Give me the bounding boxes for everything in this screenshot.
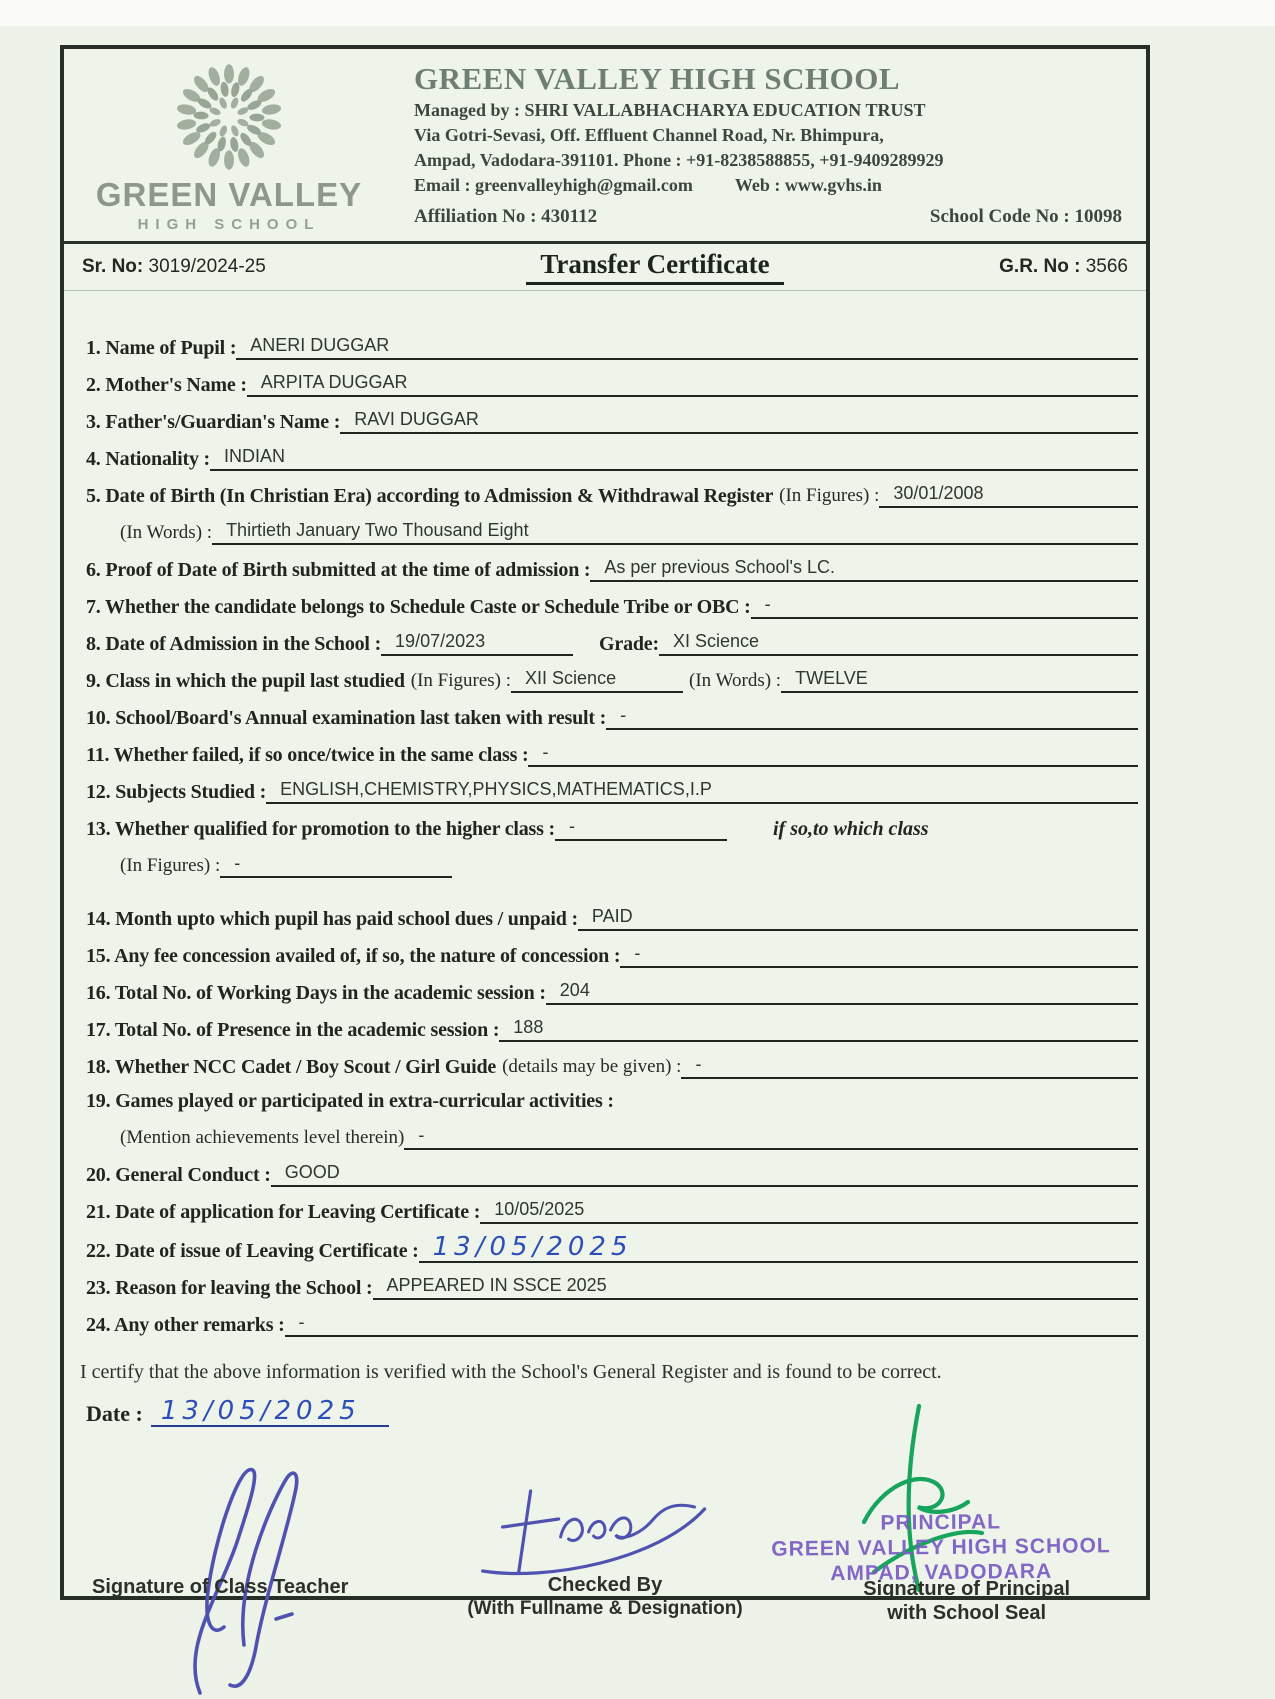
principal-label [863,1577,1070,1625]
certificate-frame [60,45,1150,1624]
class-teacher-label: Signature of Class Teacher [92,1576,349,1598]
field-row-15 [86,941,1138,968]
field-label: 3. Father's/Guardian's Name : [86,411,341,433]
checked-by-text: Checked By [547,1574,663,1596]
field-row-16 [86,978,1138,1005]
gr-no-value: 3566 [1085,256,1128,277]
field-row-18 [86,1052,1138,1079]
logo-wordmark-sub: HIGH SCHOOL [137,216,321,233]
field-label: 6. Proof of Date of Birth submitted at the time of admission : [86,559,591,581]
field-value: XII Science [511,666,683,693]
field-row-13 [86,814,1138,841]
stamp-line: PRINCIPAL [880,1510,1002,1535]
school-logo [70,59,388,235]
grade-label: Grade: [599,633,659,655]
affiliation-row [414,206,1136,228]
field-row-21 [86,1197,1138,1224]
website: Web : www.gvhs.in [734,175,882,195]
field-row-19 [86,1089,1138,1113]
field-row-23 [86,1273,1138,1300]
field-row-10 [86,703,1138,730]
field-label: 21. Date of application for Leaving Certificate : [86,1201,481,1223]
field-value: 204 [546,978,1138,1005]
field-label: 5. Date of Birth (In Christian Era) according to Admission & Withdrawal Register [86,485,774,507]
field-value: 10/05/2025 [480,1197,1138,1224]
field-row-14 [86,904,1138,931]
field-value: - [620,941,1138,968]
signature-section [64,1431,1146,1673]
field-row-1 [86,333,1138,360]
header [64,49,1146,241]
school-code-no: School Code No : 10098 [929,206,1122,227]
school-name: GREEN VALLEY HIGH SCHOOL [414,61,901,96]
field-value: - [404,1123,1138,1150]
document-title: Transfer Certificate [412,249,898,285]
date-label: Date : [86,1401,143,1426]
affiliation-no: Affiliation No : 430112 [414,206,598,227]
field-row-17 [86,1015,1138,1042]
field-value: - [555,814,727,841]
field-value: - [220,851,452,878]
serial-number [82,256,412,278]
field-label: 7. Whether the candidate belongs to Schedule Caste or Schedule Tribe or OBC : [86,596,751,618]
principal-label-line2: with School Seal [887,1602,1047,1624]
principal-label-line1: Signature of Principal [863,1578,1070,1600]
field-value: ARPITA DUGGAR [247,370,1138,397]
field-label: 16. Total No. of Working Days in the academic session : [86,982,546,1004]
stamp-line: AMPAD, VADODARA [830,1559,1053,1586]
field-sublabel: (In Figures) : [120,855,221,876]
school-seal-stamp [766,1508,1117,1587]
field-value: PAID [578,904,1138,931]
field-label: 10. School/Board's Annual examination last taken with result : [86,707,607,729]
field-value-handwritten: 13/05/2025 [419,1234,1138,1263]
field-row-5-words [86,518,1138,545]
scan-margin [0,0,1275,26]
stamp-line: GREEN VALLEY HIGH SCHOOL [771,1534,1111,1561]
field-label: 20. General Conduct : [86,1164,271,1186]
header-info [388,59,1136,235]
field-label: 1. Name of Pupil : [86,337,237,359]
field-label: 24. Any other remarks : [86,1314,285,1336]
field-row-4 [86,444,1138,471]
field-label: 8. Date of Admission in the School : [86,633,382,655]
field-row-12 [86,777,1138,804]
field-value: ENGLISH,CHEMISTRY,PHYSICS,MATHEMATICS,I.P [266,777,1138,804]
field-row-13-figures [86,851,1138,878]
field-sublabel: (In Words) : [120,522,213,543]
field-row-5 [86,481,1138,508]
field-label: 14. Month upto which pupil has paid school dues / unpaid : [86,908,578,930]
sr-no-value: 3019/2024-25 [148,256,266,277]
email: Email : greenvalleyhigh@gmail.com [414,175,693,195]
date-row [86,1398,1146,1427]
logo-wordmark: GREEN VALLEY [95,176,363,213]
field-row-24 [86,1310,1138,1337]
field-value: RAVI DUGGAR [340,407,1138,434]
field-row-20 [86,1160,1138,1187]
field-note: if so,to which class [772,818,929,840]
field-label: 19. Games played or participated in extra-curricular activities : [86,1090,614,1112]
flower-burst-icon [149,61,309,173]
field-label: 4. Nationality : [86,448,211,470]
field-value: TWELVE [781,666,1138,693]
certification-statement: I certify that the above information is verified with the School's General Register and is found to be correct. [80,1361,942,1383]
grade-value: XI Science [659,629,1138,656]
field-label: 17. Total No. of Presence in the academic session : [86,1019,500,1041]
field-label: 18. Whether NCC Cadet / Boy Scout / Girl Guide [86,1056,497,1078]
field-row-2 [86,370,1138,397]
field-value: GOOD [271,1160,1138,1187]
class-teacher-signature [152,1449,352,1699]
field-sublabel: (In Figures) : [779,485,880,506]
field-row-11 [86,740,1138,767]
field-value: - [528,740,1138,767]
managed-by: Managed by : SHRI VALLABHACHARYA EDUCATION TRUST [414,100,926,120]
field-label: 15. Any fee concession availed of, if so, the nature of concession : [86,945,621,967]
field-row-19-achievements [86,1123,1138,1150]
field-value: 188 [499,1015,1138,1042]
field-value: 19/07/2023 [381,629,573,656]
field-row-22 [86,1234,1138,1263]
field-row-7 [86,592,1138,619]
field-sublabel: (Mention achievements level therein) [120,1127,405,1148]
field-label: 9. Class in which the pupil last studied [86,670,405,692]
checked-by-subtext: (With Fullname & Designation) [467,1598,743,1619]
fields-section [64,291,1146,1337]
field-label: 23. Reason for leaving the School : [86,1277,373,1299]
checked-by-signature [465,1475,725,1585]
field-sublabel: (In Figures) : [410,670,512,691]
field-value: ANERI DUGGAR [236,333,1138,360]
field-value: As per previous School's LC. [590,555,1138,582]
field-value: - [681,1052,1138,1079]
field-label: 22. Date of issue of Leaving Certificate : [86,1240,419,1262]
field-row-3 [86,407,1138,434]
field-value: APPEARED IN SSCE 2025 [373,1273,1138,1300]
email-web-line [414,174,1136,197]
field-value: INDIAN [210,444,1138,471]
title-bar [64,244,1146,290]
field-label: 13. Whether qualified for promotion to the higher class : [86,818,555,840]
field-value: Thirtieth January Two Thousand Eight [212,518,1138,545]
field-value: 30/01/2008 [879,481,1138,508]
checked-by-label [467,1573,742,1621]
gr-no-label: G.R. No : [999,256,1081,277]
address-line-2: Ampad, Vadodara-391101. Phone : +91-8238588855, +91-9409289929 [414,150,944,170]
field-value: - [751,592,1138,619]
field-label: 11. Whether failed, if so once/twice in the same class : [86,744,529,766]
date-value-handwritten: 13/05/2025 [151,1398,389,1427]
field-row-8 [86,629,1138,656]
field-sublabel: (details may be given) : [502,1056,682,1077]
gr-number [898,256,1128,278]
field-row-6 [86,555,1138,582]
field-row-9 [86,666,1138,693]
field-label: 2. Mother's Name : [86,374,247,396]
address-line-1: Via Gotri-Sevasi, Off. Effluent Channel Road, Nr. Bhimpura, [414,125,884,145]
field-label: 12. Subjects Studied : [86,781,267,803]
field-value: - [606,703,1138,730]
field-value: - [285,1310,1138,1337]
sr-no-label: Sr. No: [82,256,144,277]
field-sublabel: (In Words) : [689,670,782,691]
